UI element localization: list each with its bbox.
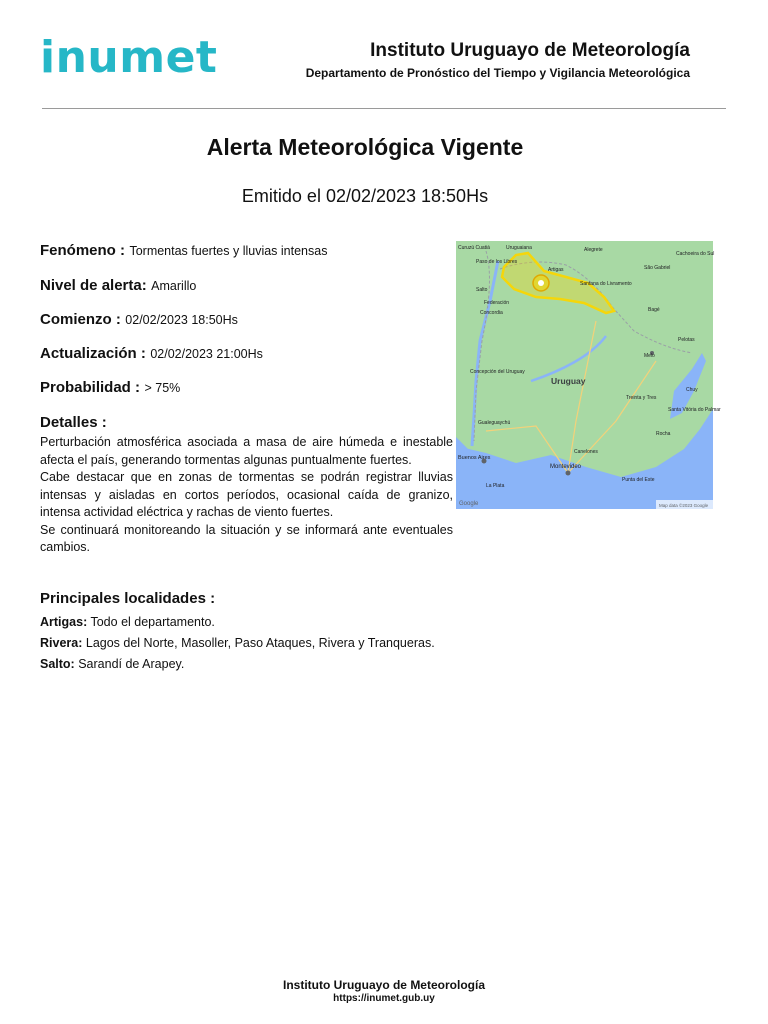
map-label: Gualeguaychú [478,420,511,426]
institution-name: Instituto Uruguayo de Meteorología [370,40,690,61]
locality-row [40,612,435,633]
inumet-logo: inumet [40,32,218,83]
alert-map-svg [456,241,721,509]
map-label: Pelotas [678,337,695,343]
locality-row [40,633,435,654]
map-label: Salto [476,287,488,293]
alert-level-label: Nivel de alerta: [40,277,147,294]
map-label: Curuzú Cuatiá [458,245,490,251]
details-paragraph: Se continuará monitoreando la situación y se informará ante eventuales cambios. [40,522,453,554]
update-label: Actualización : [40,345,146,362]
map-label: Treinta y Tres [626,395,657,401]
map-label: Bagé [648,307,660,313]
map-label: Santana do Livramento [580,281,632,287]
footer-url[interactable]: https://inumet.gub.uy [333,993,435,1004]
department-name: Departamento de Pronóstico del Tiempo y Vigilancia Meteorológica [305,66,690,80]
header-divider [42,108,726,109]
start-label: Comienzo : [40,311,121,328]
alert-map [456,241,721,509]
locality-dept: Artigas: [40,615,88,629]
map-label: São Gabriel [644,265,671,271]
details-paragraph: Cabe destacar que en zonas de tormentas se podrán registrar lluvias intensas y aisladas en cortos períodos, ocasional caída de granizo, intensa actividad eléctrica y rachas de viento fuertes. [40,470,453,519]
alert-level-value: Amarillo [151,279,197,293]
probability-label: Probabilidad : [40,379,141,396]
map-label: Artigas [548,267,564,273]
map-label: Cachoeira do Sul [676,251,715,257]
map-label: Federación [484,300,510,306]
probability-field [40,379,180,397]
city-dot [566,471,571,476]
map-label: Rocha [656,431,671,437]
map-label: Melo [644,353,655,359]
locality-dept: Rivera: [40,636,83,650]
google-logo: Google [459,501,479,507]
details-text [40,434,453,557]
map-label: La Plata [486,483,505,489]
map-label: Uruguaiana [506,245,532,251]
details-heading: Detalles : [40,414,107,431]
map-label: Montevideo [550,464,582,470]
details-paragraph: Perturbación atmosférica asociada a masa de aire húmeda e inestable afecta el país, generando tormentas algunas puntualmente fuertes. [40,435,453,467]
alert-level-field [40,277,196,295]
alert-title: Alerta Meteorológica Vigente [206,134,524,160]
start-field [40,311,238,329]
map-label: Chuy [686,387,698,393]
locality-places: Todo el departamento. [90,615,215,629]
phenomenon-value: Tormentas fuertes y lluvias intensas [129,244,328,258]
update-field [40,345,263,363]
localities-heading: Principales localidades : [40,590,216,607]
issued-date: Emitido el 02/02/2023 18:50Hs [241,186,489,206]
locality-places: Sarandí de Arapey. [78,657,185,671]
map-label: Concepción del Uruguay [470,369,525,375]
start-value: 02/02/2023 18:50Hs [125,313,238,327]
map-label: Concordia [480,310,503,316]
map-credit: Map data ©2023 Google [659,503,709,508]
update-value: 02/02/2023 21:00Hs [150,347,263,361]
locality-dept: Salto: [40,657,75,671]
phenomenon-field [40,242,327,260]
phenomenon-label: Fenómeno : [40,242,125,259]
locality-row [40,654,435,675]
map-label: Santa Vitória do Palmar [668,407,721,413]
map-label-country: Uruguay [551,376,586,386]
map-label: Alegrete [584,247,603,253]
storm-marker-center [538,280,544,286]
map-label: Canelones [574,449,598,455]
probability-value: > 75% [144,381,181,395]
map-label: Buenos Aires [458,455,491,461]
footer-institution: Instituto Uruguayo de Meteorología [282,978,485,992]
locality-places: Lagos del Norte, Masoller, Paso Ataques, Rivera y Tranqueras. [85,636,435,650]
map-label: Punta del Este [622,477,655,483]
map-label: Paso de los Libres [476,259,518,265]
localities-list [40,612,435,675]
